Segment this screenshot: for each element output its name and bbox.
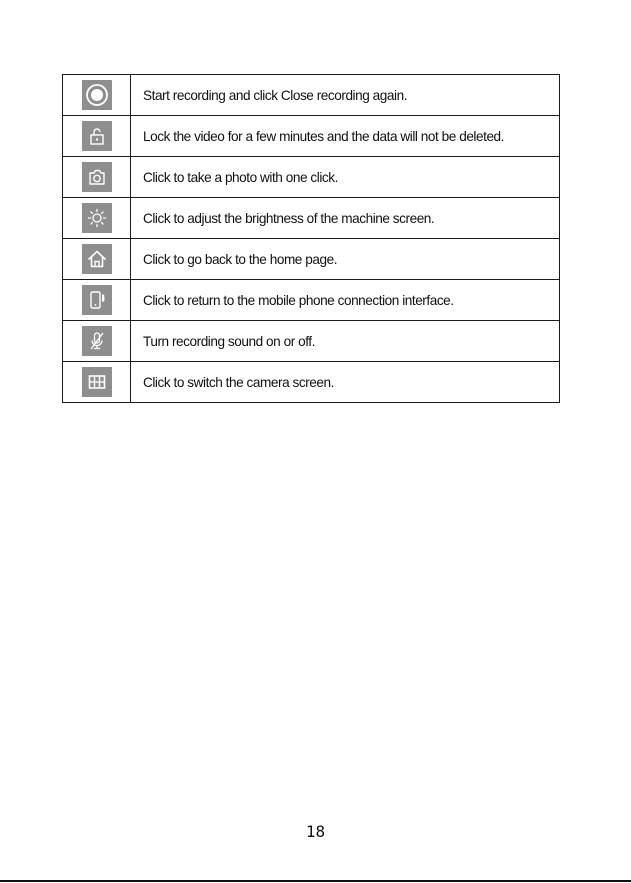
table-row: [63, 198, 560, 239]
icon-cell: [63, 157, 131, 198]
lock-icon: [82, 121, 112, 151]
function-icon-table: [62, 74, 560, 403]
table-row: [63, 321, 560, 362]
table-row: [63, 239, 560, 280]
phone-connection-icon: [82, 285, 112, 315]
table-row: [63, 116, 560, 157]
brightness-icon: [82, 203, 112, 233]
table-row: [63, 280, 560, 321]
row-description: Turn recording sound on or off.: [131, 321, 560, 362]
row-description: Click to adjust the brightness of the machine screen.: [131, 198, 560, 239]
icon-cell: [63, 280, 131, 321]
icon-cell: [63, 198, 131, 239]
microphone-mute-icon: [82, 326, 112, 356]
icon-cell: [63, 116, 131, 157]
home-icon: [82, 244, 112, 274]
record-icon: [82, 80, 112, 110]
table-row: [63, 362, 560, 403]
icon-cell: [63, 362, 131, 403]
row-description: Click to go back to the home page.: [131, 239, 560, 280]
page-number: 18: [305, 822, 326, 841]
icon-cell: [63, 239, 131, 280]
row-description: Start recording and click Close recording again.: [131, 75, 560, 116]
icon-cell: [63, 321, 131, 362]
table-row: [63, 75, 560, 116]
icon-cell: [63, 75, 131, 116]
row-description: Lock the video for a few minutes and the data will not be deleted.: [131, 116, 560, 157]
row-description: Click to switch the camera screen.: [131, 362, 560, 403]
bottom-divider: [0, 880, 631, 882]
row-description: Click to take a photo with one click.: [131, 157, 560, 198]
row-description: Click to return to the mobile phone connection interface.: [131, 280, 560, 321]
camera-icon: [82, 162, 112, 192]
table-row: [63, 157, 560, 198]
switch-camera-icon: [82, 367, 112, 397]
